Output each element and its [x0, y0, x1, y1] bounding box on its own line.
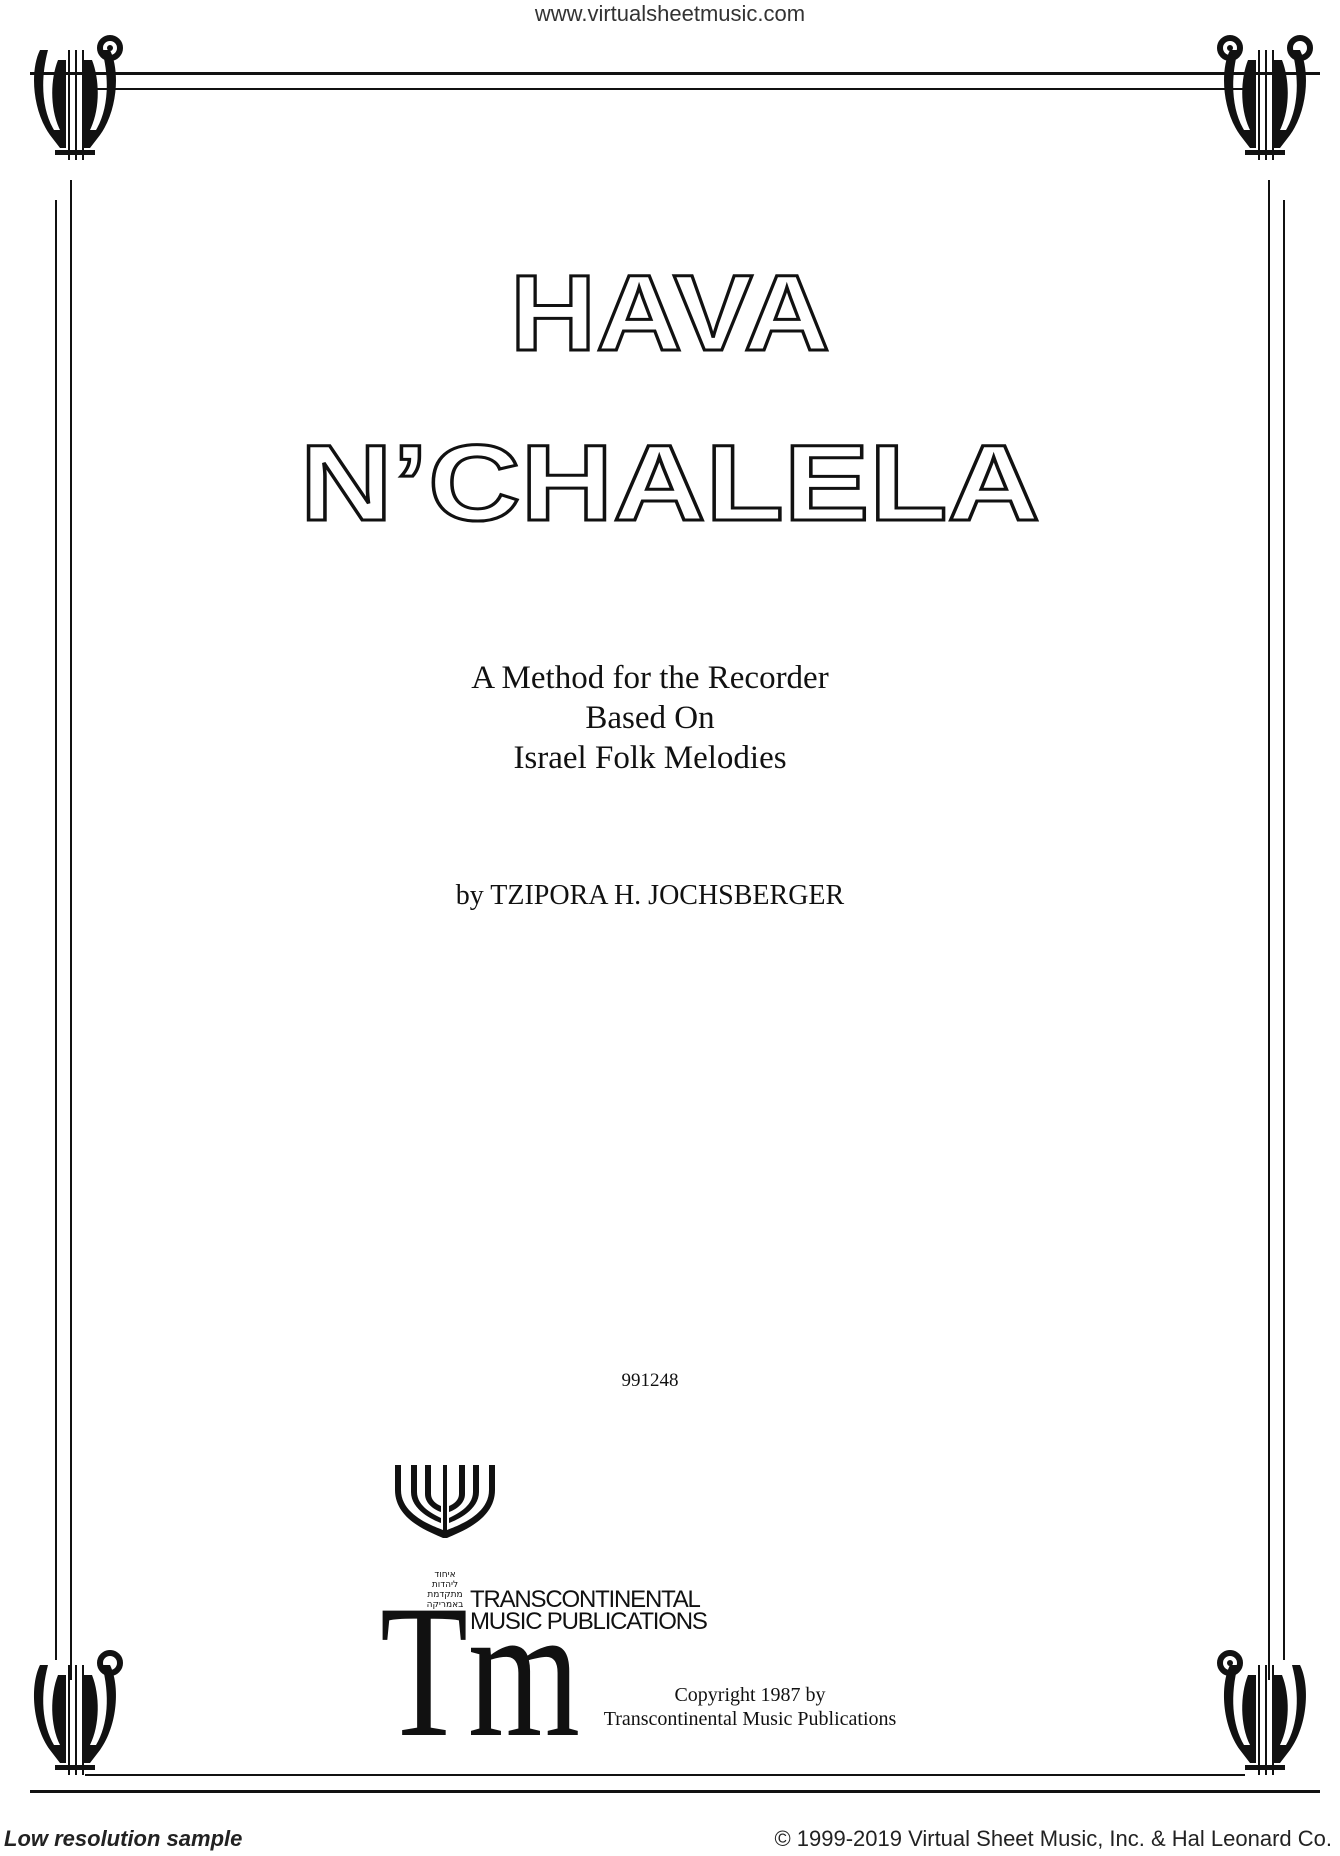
catalog-number: 991248 [621, 1370, 679, 1391]
copyright-line-1: Copyright 1987 by [674, 1684, 826, 1706]
subtitle-line-1: A Method for the Recorder [471, 660, 829, 696]
monogram-text: Tm [380, 1585, 580, 1765]
lyre-icon-bottom-left [20, 1645, 130, 1795]
subtitle [300, 658, 1000, 778]
header-url: www.virtualsheetmusic.com [534, 1, 806, 26]
frame-bottom-outer [30, 1790, 1320, 1793]
hebrew-line-2: ליהדות [431, 1580, 459, 1590]
publisher-name-line-2: MUSIC PUBLICATIONS [470, 1608, 707, 1635]
frame-bottom-inner [85, 1774, 1245, 1776]
copyright-notice [570, 1683, 930, 1731]
copyright-line-2: Transcontinental Music Publications [603, 1708, 897, 1730]
title [0, 0, 1340, 560]
publisher-name-line-1: TRANSCONTINENTAL [470, 1586, 700, 1613]
publisher-name [470, 1586, 707, 1635]
low-resolution-label: Low resolution sample [4, 1826, 243, 1851]
footer-copyright: © 1999-2019 Virtual Sheet Music, Inc. & Hal Leonard Co. [774, 1826, 1332, 1851]
subtitle-line-2: Based On [585, 700, 715, 736]
subtitle-line-3: Israel Folk Melodies [513, 740, 787, 776]
author-byline: by TZIPORA H. JOCHSBERGER [455, 880, 845, 911]
title-line-1: HAVA [510, 252, 830, 373]
lyre-icon-bottom-right [1210, 1645, 1320, 1795]
hebrew-line-4: באמריקה [426, 1600, 464, 1610]
hebrew-line-3: מתקדמת [427, 1590, 463, 1600]
title-line-2: N’CHALELA [300, 422, 1040, 543]
hebrew-line-1: איחוד [434, 1570, 456, 1580]
menorah-logo-icon [385, 1460, 505, 1570]
